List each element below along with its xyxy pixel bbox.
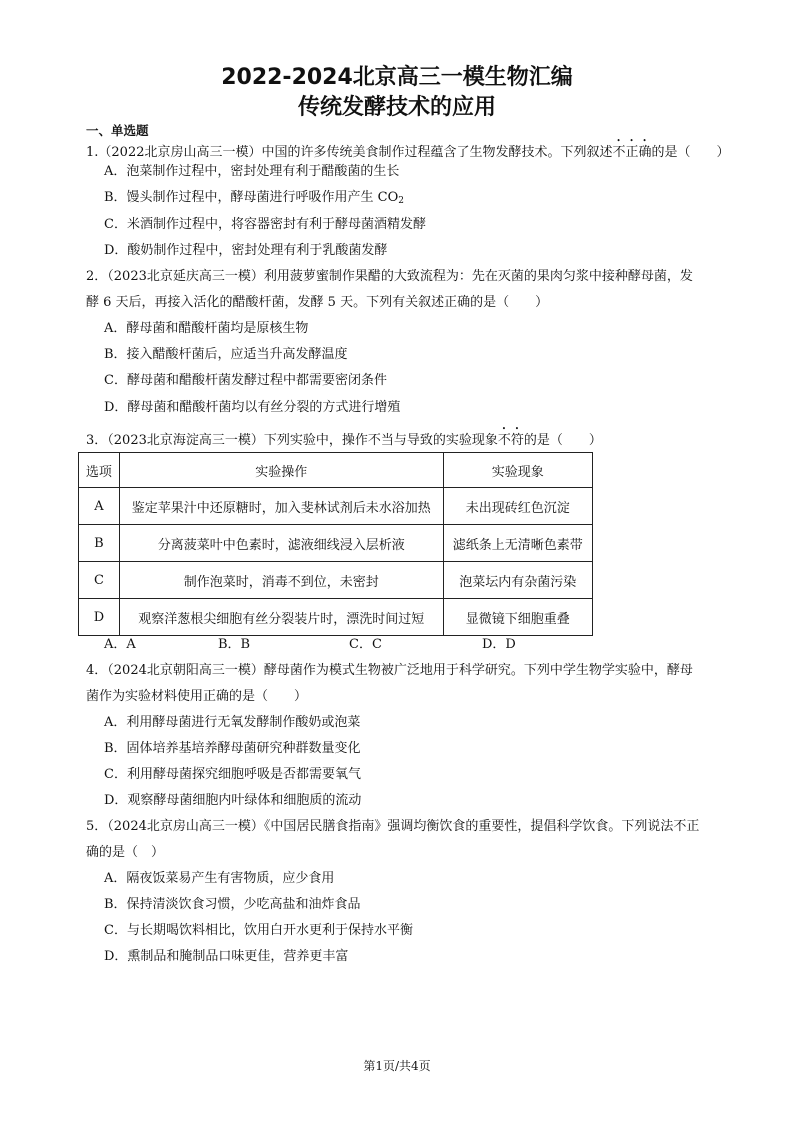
question-4-stem-line1: 4．（2024北京朝阳高三一模）酵母菌作为模式生物被广泛地用于科学研究。下列中学生物学实验中，酵母 — [86, 663, 693, 678]
question-1-option-d: D．酸奶制作过程中，密封处理有利于乳酸菌发酵 — [104, 243, 388, 258]
question-2-option-b: B．接入醋酸杆菌后，应适当升高发酵温度 — [104, 347, 348, 362]
question-5-option-d: D．熏制品和腌制品口味更佳，营养更丰富 — [104, 949, 349, 964]
question-5-stem-line2: 确的是（ ） — [86, 845, 165, 860]
question-3-stem: 3．（2023北京海淀高三一模）下列实验中，操作不当与导致的实验现象不符的是（ ） — [86, 433, 602, 448]
question-5-option-a: A．隔夜饭菜易产生有害物质，应少食用 — [104, 871, 335, 886]
emphasis-mark: 不符 — [497, 433, 524, 448]
question-2-stem-line2: 酵 6 天后，再接入活化的醋酸杆菌，发酵 5 天。下列有关叙述正确的是（ ） — [86, 295, 549, 310]
question-5-option-c: C．与长期喝饮料相比，饮用白开水更利于保持水平衡 — [104, 923, 413, 938]
table-row — [79, 599, 593, 636]
question-5-stem-line1: 5．（2024北京房山高三一模）《中国居民膳食指南》强调均衡饮食的重要性，提倡科学饮食。下列说法不正 — [86, 819, 700, 834]
table-row — [79, 525, 593, 562]
emphasis-mark: 不正确 — [612, 145, 652, 160]
question-5-option-b: B．保持清淡饮食习惯，少吃高盐和油炸食品 — [104, 897, 361, 912]
question-4-option-c: C．利用酵母菌探究细胞呼吸是否都需要氧气 — [104, 767, 361, 782]
question-2-option-a: A．酵母菌和醋酸杆菌均是原核生物 — [104, 321, 309, 336]
table-header-cell: 实验现象 — [443, 453, 592, 488]
question-1-option-b: B．馒头制作过程中，酵母菌进行呼吸作用产生 $CO_2$ — [104, 190, 405, 206]
question-2-option-d: D．酵母菌和醋酸杆菌均以有丝分裂的方式进行增殖 — [104, 400, 401, 415]
question-1-stem: 1.（2022北京房山高三一模）中国的许多传统美食制作过程蕴含了生物发酵技术。下列叙述不正确的是（ ） — [86, 145, 730, 160]
table-cell: B — [79, 525, 120, 562]
table-cell: 观察洋葱根尖细胞有丝分裂装片时，漂洗时间过短 — [119, 599, 443, 636]
document-title: 2022-2024北京高三一模生物汇编 — [221, 65, 573, 90]
table-cell: C — [79, 562, 120, 599]
table-cell: 滤纸条上无清晰色素带 — [443, 525, 592, 562]
table-header-row — [79, 453, 593, 488]
question-4-option-a: A．利用酵母菌进行无氧发酵制作酸奶或泡菜 — [104, 715, 361, 730]
table-cell: 未出现砖红色沉淀 — [443, 488, 592, 525]
table-cell: 泡菜坛内有杂菌污染 — [443, 562, 592, 599]
table-cell: D — [79, 599, 120, 636]
table-header-cell: 选项 — [79, 453, 120, 488]
question-3-option-c: C．C — [349, 637, 382, 652]
table-cell: A — [79, 488, 120, 525]
table-header-cell: 实验操作 — [119, 453, 443, 488]
question-3-table — [78, 452, 593, 636]
question-4-option-d: D．观察酵母菌细胞内叶绿体和细胞质的流动 — [104, 793, 362, 808]
table-row — [79, 488, 593, 525]
table-cell: 分离菠菜叶中色素时，滤液细线浸入层析液 — [119, 525, 443, 562]
question-4-stem-line2: 菌作为实验材料使用正确的是（ ） — [86, 689, 308, 704]
question-4-option-b: B．固体培养基培养酵母菌研究种群数量变化 — [104, 741, 361, 756]
document-subtitle: 传统发酵技术的应用 — [297, 95, 496, 120]
question-3-option-b: B．B — [218, 637, 251, 652]
question-1-option-a: A．泡菜制作过程中，密封处理有利于醋酸菌的生长 — [104, 164, 400, 179]
page-number-footer: 第1页/共4页 — [363, 1059, 431, 1073]
question-1-option-c: C．米酒制作过程中，将容器密封有利于酵母菌酒精发酵 — [104, 217, 426, 232]
table-cell: 制作泡菜时，消毒不到位，未密封 — [119, 562, 443, 599]
table-cell: 鉴定苹果汁中还原糖时，加入斐林试剂后未水浴加热 — [119, 488, 443, 525]
table-cell: 显微镜下细胞重叠 — [443, 599, 592, 636]
section-heading: 一、单选题 — [86, 123, 149, 138]
question-2-stem-line1: 2．（2023北京延庆高三一模）利用菠萝蜜制作果醋的大致流程为：先在灭菌的果肉匀浆中接种酵母菌，发 — [86, 269, 693, 284]
question-3-option-d: D．D — [482, 637, 516, 652]
question-2-option-c: C．酵母菌和醋酸杆菌发酵过程中都需要密闭条件 — [104, 373, 387, 388]
table-row — [79, 562, 593, 599]
question-3-option-a: A．A — [104, 637, 136, 652]
